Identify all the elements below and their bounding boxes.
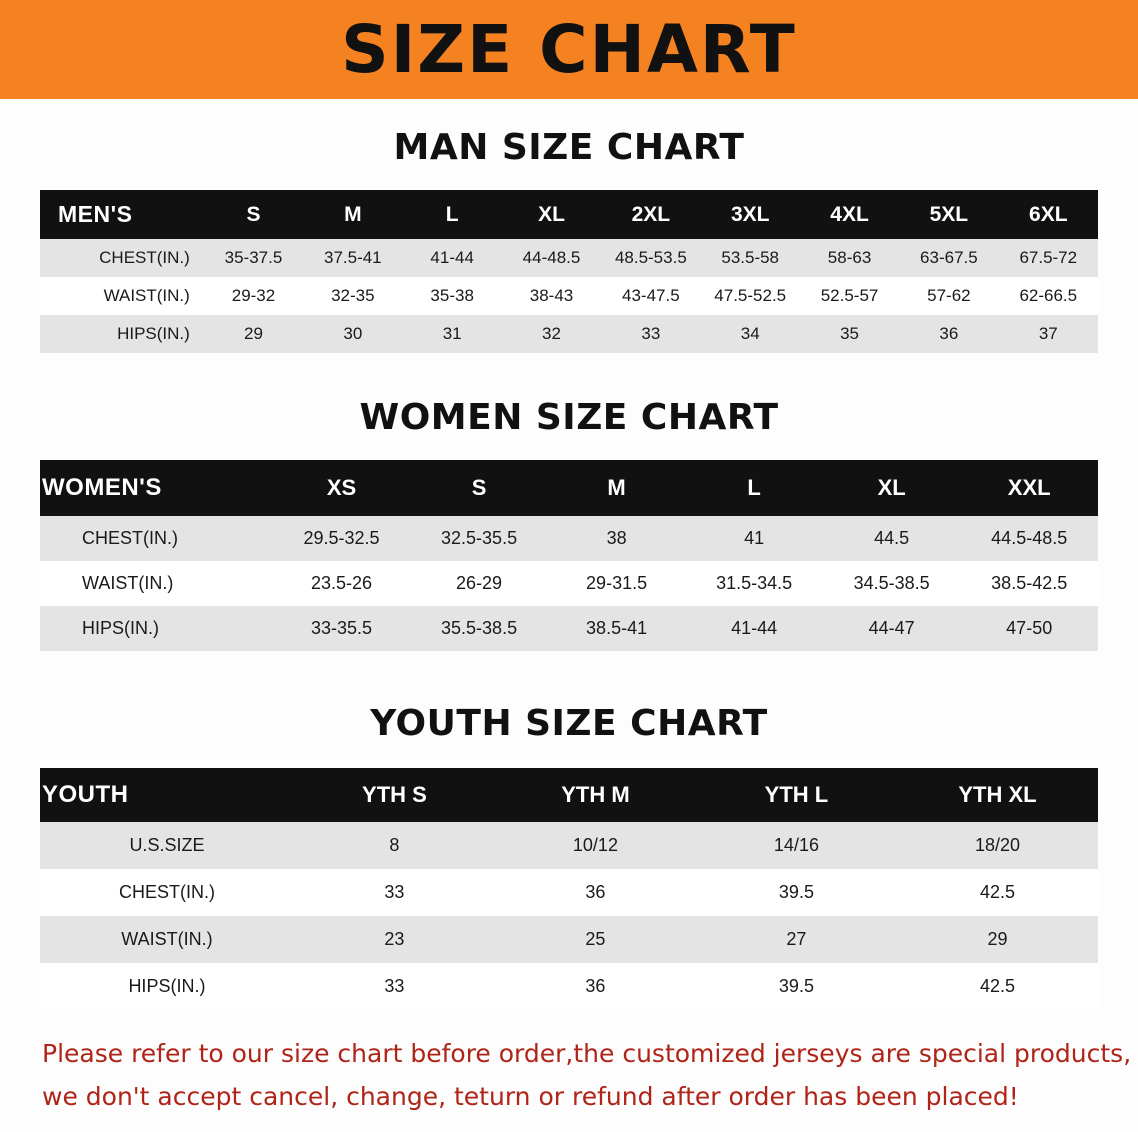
women-cell: 41 — [744, 528, 765, 548]
table-row — [40, 916, 1098, 963]
man-header-cell: 3XL — [730, 202, 770, 226]
man-cell: 53.5-58 — [721, 248, 780, 267]
man-row-label: CHEST(IN.) — [99, 248, 190, 267]
page-banner — [0, 0, 1138, 99]
man-header-cell: 2XL — [631, 202, 671, 226]
women-row-label: WAIST(IN.) — [82, 573, 174, 593]
man-header-cell: XL — [538, 202, 565, 226]
table-row — [40, 963, 1098, 1010]
man-cell: 37.5-41 — [323, 248, 382, 267]
disclaimer-line-1: Please refer to our size chart before order,the customized jerseys are special products, — [42, 1039, 1132, 1068]
women-cell: 41-44 — [731, 618, 778, 638]
women-row-label: CHEST(IN.) — [82, 528, 178, 548]
table-row — [40, 315, 1098, 353]
women-cell: 29.5-32.5 — [303, 528, 380, 548]
women-header-cell: M — [607, 475, 626, 500]
youth-cell: 42.5 — [979, 976, 1015, 996]
man-header-cell: S — [246, 202, 261, 226]
man-cell: 41-44 — [430, 248, 474, 267]
youth-cell: 8 — [389, 835, 400, 855]
women-cell: 47-50 — [1006, 618, 1053, 638]
youth-cell: 39.5 — [778, 882, 814, 902]
man-size-table — [40, 190, 1098, 353]
women-section-heading: WOMEN SIZE CHART — [359, 397, 779, 438]
youth-section-heading: YOUTH SIZE CHART — [370, 703, 768, 744]
man-cell: 35 — [840, 324, 859, 343]
man-cell: 36 — [939, 324, 959, 343]
man-cell: 31 — [442, 324, 462, 343]
women-header-cell: S — [471, 475, 487, 500]
man-cell: 29-32 — [231, 286, 276, 305]
youth-cell: 23 — [384, 929, 405, 949]
man-cell: 62-66.5 — [1019, 286, 1078, 305]
table-header-row — [40, 768, 1098, 822]
youth-cell: 10/12 — [572, 835, 618, 855]
man-size-table-wrapper — [0, 190, 1138, 353]
man-cell: 47.5-52.5 — [714, 286, 787, 305]
table-row — [40, 822, 1098, 869]
youth-cell: 18/20 — [974, 835, 1020, 855]
youth-header-cell: YTH M — [561, 782, 630, 807]
youth-row-label: U.S.SIZE — [129, 835, 205, 855]
page-title: SIZE CHART — [341, 10, 797, 88]
women-cell: 23.5-26 — [310, 573, 373, 593]
youth-row-label: HIPS(IN.) — [128, 976, 206, 996]
man-cell: 33 — [641, 324, 661, 343]
man-cell: 48.5-53.5 — [614, 248, 687, 267]
youth-cell: 33 — [384, 976, 405, 996]
women-cell: 44-47 — [868, 618, 915, 638]
disclaimer-line-2: we don't accept cancel, change, teturn or refund after order has been placed! — [42, 1082, 1019, 1111]
youth-header-cell: YTH S — [362, 782, 427, 807]
women-header-cell: XXL — [1007, 475, 1051, 500]
man-header-cell: L — [445, 202, 459, 226]
youth-header-label: YOUTH — [42, 781, 129, 808]
women-header-cell: XL — [877, 475, 906, 500]
women-cell: 34.5-38.5 — [853, 573, 930, 593]
women-cell: 38.5-41 — [586, 618, 648, 638]
women-header-label: WOMEN'S — [42, 474, 162, 501]
women-cell: 38.5-42.5 — [991, 573, 1068, 593]
women-cell: 35.5-38.5 — [441, 618, 518, 638]
table-row — [40, 516, 1098, 561]
man-cell: 52.5-57 — [820, 286, 879, 305]
youth-cell: 42.5 — [979, 882, 1015, 902]
youth-cell: 36 — [585, 882, 606, 902]
youth-row-label: WAIST(IN.) — [121, 929, 213, 949]
youth-header-cell: YTH XL — [958, 782, 1037, 807]
women-cell: 29-31.5 — [586, 573, 648, 593]
table-header-row — [40, 460, 1098, 516]
youth-cell: 39.5 — [778, 976, 814, 996]
man-cell: 32-35 — [331, 286, 375, 305]
man-cell: 37 — [1038, 324, 1058, 343]
man-cell: 32 — [542, 324, 561, 343]
youth-header-cell: YTH L — [764, 782, 829, 807]
women-header-cell: L — [747, 475, 761, 500]
youth-size-table — [40, 768, 1098, 1010]
women-cell: 31.5-34.5 — [716, 573, 793, 593]
women-cell: 26-29 — [456, 573, 503, 593]
women-header-cell: XS — [326, 475, 357, 500]
man-cell: 35-37.5 — [224, 248, 283, 267]
man-header-cell: 5XL — [929, 202, 969, 226]
man-cell: 58-63 — [827, 248, 872, 267]
youth-cell: 14/16 — [773, 835, 819, 855]
table-row — [40, 561, 1098, 606]
women-cell: 33-35.5 — [310, 618, 373, 638]
man-cell: 30 — [343, 324, 363, 343]
table-row — [40, 239, 1098, 277]
women-cell: 32.5-35.5 — [441, 528, 518, 548]
youth-cell: 33 — [384, 882, 405, 902]
youth-size-table-wrapper — [0, 768, 1138, 1010]
man-cell: 44-48.5 — [522, 248, 581, 267]
man-header-label: MEN'S — [58, 201, 133, 227]
man-cell: 57-62 — [927, 286, 971, 305]
table-row — [40, 606, 1098, 651]
women-size-table — [40, 460, 1098, 651]
man-header-cell: 4XL — [830, 202, 869, 226]
youth-cell: 27 — [786, 929, 807, 949]
table-header-row — [40, 190, 1098, 239]
disclaimer-note — [0, 1032, 1138, 1118]
man-cell: 34 — [740, 324, 760, 343]
man-header-cell: 6XL — [1029, 202, 1068, 226]
women-size-table-wrapper — [0, 460, 1138, 651]
man-cell: 29 — [244, 324, 263, 343]
man-cell: 38-43 — [529, 286, 574, 305]
man-row-label: HIPS(IN.) — [117, 324, 190, 343]
man-section-heading: MAN SIZE CHART — [393, 127, 745, 168]
man-row-label: WAIST(IN.) — [103, 286, 190, 305]
man-cell: 67.5-72 — [1019, 248, 1078, 267]
man-cell: 63-67.5 — [920, 248, 978, 267]
youth-cell: 29 — [987, 929, 1008, 949]
youth-cell: 36 — [585, 976, 606, 996]
women-row-label: HIPS(IN.) — [82, 618, 160, 638]
man-cell: 43-47.5 — [622, 286, 680, 305]
women-cell: 38 — [606, 528, 627, 548]
women-cell: 44.5-48.5 — [991, 528, 1068, 548]
table-row — [40, 277, 1098, 315]
table-row — [40, 869, 1098, 916]
youth-cell: 25 — [585, 929, 606, 949]
man-header-cell: M — [344, 202, 362, 226]
man-cell: 35-38 — [430, 286, 474, 305]
women-cell: 44.5 — [874, 528, 910, 548]
youth-row-label: CHEST(IN.) — [118, 882, 215, 902]
